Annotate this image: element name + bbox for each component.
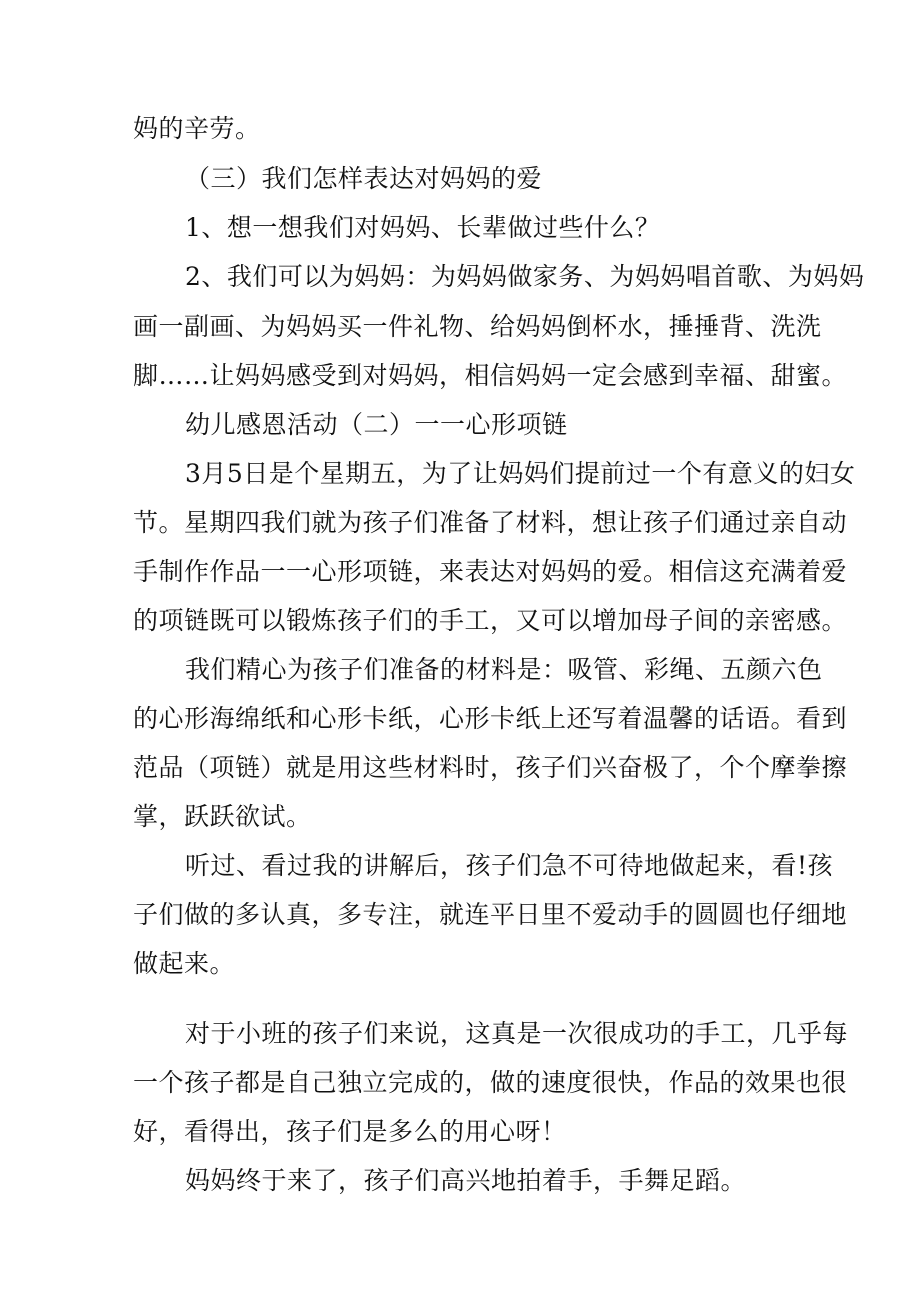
text-line: 2、我们可以为妈妈：为妈妈做家务、为妈妈唱首歌、为妈妈	[185, 262, 865, 291]
text-line: 的心形海绵纸和心形卡纸，心形卡纸上还写着温馨的话语。看到	[133, 704, 848, 733]
text-line: 做起来。	[133, 949, 236, 978]
text-line: 1、想一想我们对妈妈、长辈做过些什么？	[185, 213, 661, 242]
text-line: 对于小班的孩子们来说，这真是一次很成功的手工，几乎每	[185, 1019, 849, 1048]
text-line: 子们做的多认真，多专注，就连平日里不爱动手的圆圆也仔细地	[133, 900, 848, 929]
text-line: 妈的辛劳。	[133, 114, 261, 143]
text-line: 范品（项链）就是用这些材料时，孩子们兴奋极了，个个摩拳擦	[133, 753, 848, 782]
text-line: 一个孩子都是自己独立完成的，做的速度很快，作品的效果也很	[133, 1068, 848, 1097]
section-heading: （三）我们怎样表达对妈妈的爱	[185, 164, 543, 193]
text-line: 妈妈终于来了，孩子们高兴地拍着手，手舞足蹈。	[185, 1166, 747, 1195]
text-line: 听过、看过我的讲解后，孩子们急不可待地做起来，看!孩	[185, 851, 834, 880]
text-line: 画一副画、为妈妈买一件礼物、给妈妈倒杯水，捶捶背、洗洗	[133, 312, 822, 341]
text-line: 3月5日是个星期五，为了让妈妈们提前过一个有意义的妇女	[185, 459, 856, 488]
text-line: 节。星期四我们就为孩子们准备了材料，想让孩子们通过亲自动	[133, 508, 848, 537]
text-line: 好，看得出，孩子们是多么的用心呀！	[133, 1117, 567, 1146]
text-line: 我们精心为孩子们准备的材料是：吸管、彩绳、五颜六色	[185, 655, 823, 684]
text-line: 掌，跃跃欲试。	[133, 802, 312, 831]
text-line: 脚……让妈妈感受到对妈妈，相信妈妈一定会感到幸福、甜蜜。	[133, 361, 848, 390]
text-line: 的项链既可以锻炼孩子们的手工，又可以增加母子间的亲密感。	[133, 606, 848, 635]
text-line: 手制作作品一一心形项链，来表达对妈妈的爱。相信这充满着爱	[133, 557, 848, 586]
section-heading: 幼儿感恩活动（二）一一心形项链	[185, 410, 568, 439]
